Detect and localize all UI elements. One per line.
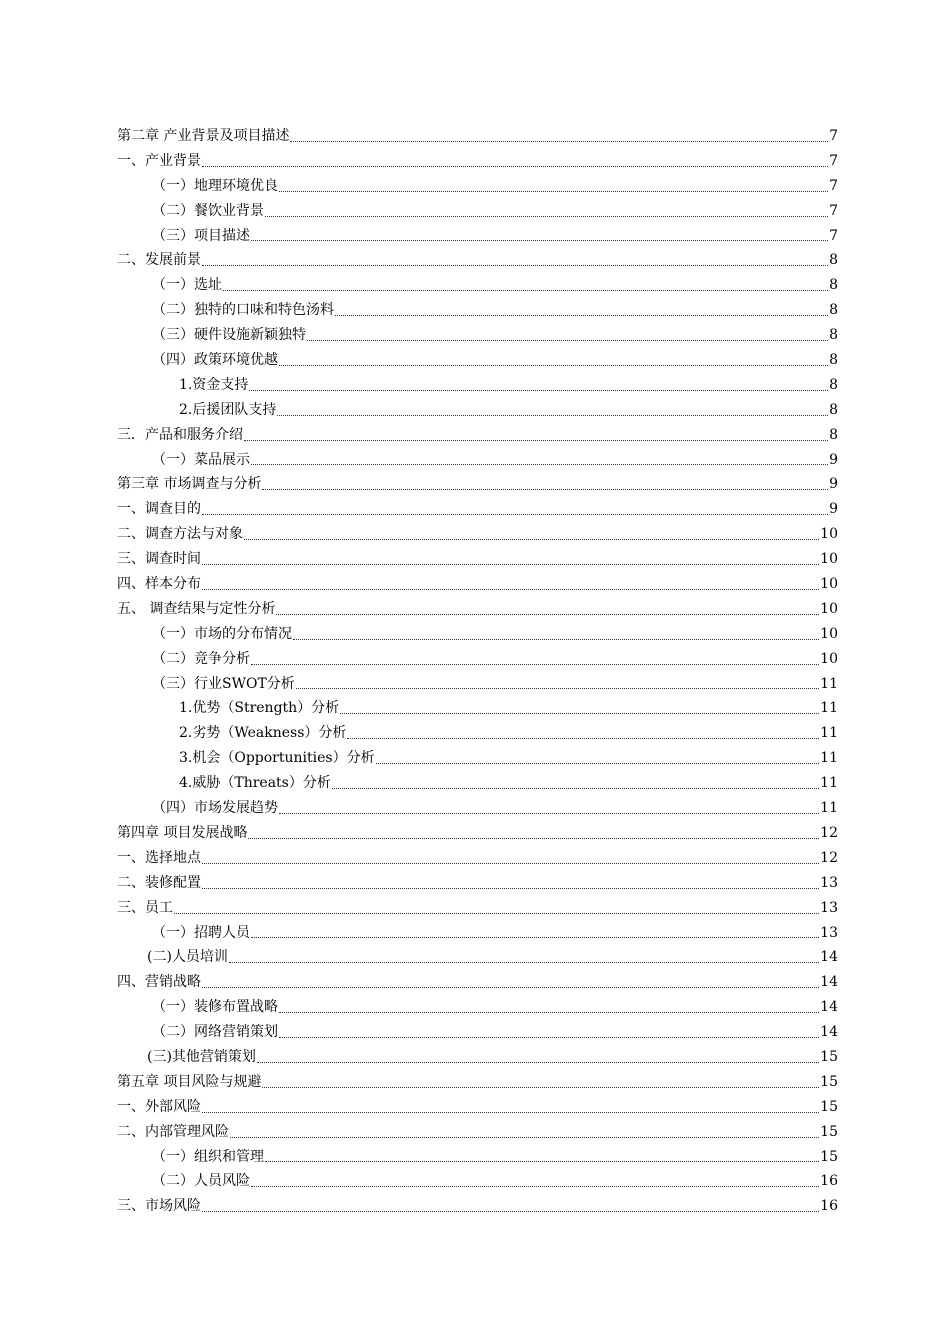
toc-entry[interactable] xyxy=(117,696,838,721)
toc-page-number: 14 xyxy=(820,974,838,991)
toc-page-number: 11 xyxy=(820,800,838,817)
table-of-contents xyxy=(117,124,838,1219)
toc-page-number: 15 xyxy=(820,1098,838,1115)
toc-dot-leader xyxy=(279,190,828,192)
toc-entry[interactable] xyxy=(117,224,838,249)
toc-page-number: 15 xyxy=(820,1048,838,1065)
toc-entry[interactable] xyxy=(117,298,838,323)
toc-entry-title: 三．产品和服务介绍 xyxy=(117,426,243,443)
toc-entry-title: 第三章 市场调查与分析 xyxy=(117,476,262,493)
toc-entry[interactable] xyxy=(117,248,838,273)
toc-entry[interactable] xyxy=(117,1120,838,1145)
toc-dot-leader xyxy=(265,1160,819,1162)
toc-page-number: 16 xyxy=(820,1173,838,1190)
toc-dot-leader xyxy=(376,762,820,764)
toc-page-number: 11 xyxy=(820,775,838,792)
toc-entry[interactable] xyxy=(117,771,838,796)
toc-dot-leader xyxy=(279,1036,819,1038)
toc-entry[interactable] xyxy=(117,448,838,473)
toc-entry[interactable] xyxy=(117,746,838,771)
toc-entry-title: (二)人员培训 xyxy=(147,949,228,966)
toc-entry-title: （一）菜品展示 xyxy=(152,451,250,468)
toc-dot-leader xyxy=(335,314,828,316)
toc-entry-title: （二）餐饮业背景 xyxy=(152,202,264,219)
toc-page-number: 11 xyxy=(820,750,838,767)
toc-page-number: 10 xyxy=(820,551,838,568)
toc-entry[interactable] xyxy=(117,373,838,398)
toc-entry[interactable] xyxy=(117,1070,838,1095)
toc-entry-title: （一）装修布置战略 xyxy=(152,999,278,1016)
toc-entry-title: 第五章 项目风险与规避 xyxy=(117,1073,262,1090)
toc-page-number: 9 xyxy=(829,501,838,518)
toc-page-number: 15 xyxy=(820,1073,838,1090)
toc-entry[interactable] xyxy=(117,1095,838,1120)
toc-entry-title: （二）独特的口味和特色汤料 xyxy=(152,302,334,319)
toc-entry[interactable] xyxy=(117,423,838,448)
toc-entry-title: （三）项目描述 xyxy=(152,227,250,244)
toc-entry-title: 第二章 产业背景及项目描述 xyxy=(117,128,290,144)
toc-entry-title: （一）地理环境优良 xyxy=(152,177,278,194)
toc-entry[interactable] xyxy=(117,1145,838,1170)
toc-dot-leader xyxy=(202,165,828,167)
toc-dot-leader xyxy=(202,862,819,864)
toc-page-number: 10 xyxy=(820,625,838,642)
toc-dot-leader xyxy=(223,289,828,291)
toc-entry-title: 二、装修配置 xyxy=(117,874,201,891)
toc-page-number: 8 xyxy=(829,252,838,269)
toc-entry-title: 四、营销战略 xyxy=(117,974,201,991)
toc-entry[interactable] xyxy=(117,597,838,622)
toc-entry[interactable] xyxy=(117,497,838,522)
toc-dot-leader xyxy=(265,215,828,217)
toc-entry-title: 一、选择地点 xyxy=(117,849,201,866)
toc-entry[interactable] xyxy=(117,1169,838,1194)
toc-entry-title: 三、员工 xyxy=(117,899,173,916)
toc-entry[interactable] xyxy=(117,124,838,149)
toc-entry-title: （一）组织和管理 xyxy=(152,1148,264,1165)
toc-page-number: 12 xyxy=(820,849,838,866)
toc-dot-leader xyxy=(174,912,819,914)
toc-dot-leader xyxy=(279,812,819,814)
toc-entry-title: （三）硬件设施新颖独特 xyxy=(152,327,306,344)
toc-entry[interactable] xyxy=(117,796,838,821)
toc-dot-leader xyxy=(262,488,828,490)
toc-entry[interactable] xyxy=(117,572,838,597)
toc-entry[interactable] xyxy=(117,472,838,497)
toc-page-number: 10 xyxy=(820,576,838,593)
toc-page-number: 15 xyxy=(820,1123,838,1140)
toc-entry[interactable] xyxy=(117,821,838,846)
toc-entry-title: 三、调查时间 xyxy=(117,551,201,568)
toc-entry[interactable] xyxy=(117,149,838,174)
toc-page-number: 14 xyxy=(820,999,838,1016)
toc-page-number: 11 xyxy=(820,700,838,717)
toc-dot-leader xyxy=(251,239,828,241)
toc-dot-leader xyxy=(251,936,819,938)
toc-entry[interactable] xyxy=(117,522,838,547)
toc-page-number: 8 xyxy=(829,426,838,443)
toc-dot-leader xyxy=(202,513,828,515)
toc-entry[interactable] xyxy=(117,273,838,298)
toc-page-number: 8 xyxy=(829,327,838,344)
toc-entry-title: 1.优势（Strength）分析 xyxy=(179,700,340,717)
toc-page-number: 15 xyxy=(820,1148,838,1165)
toc-dot-leader xyxy=(277,414,828,416)
toc-dot-leader xyxy=(251,463,828,465)
toc-entry[interactable] xyxy=(117,672,838,697)
toc-entry[interactable] xyxy=(117,846,838,871)
toc-entry-title: 二、内部管理风险 xyxy=(117,1123,229,1140)
toc-dot-leader xyxy=(307,339,828,341)
toc-page-number: 16 xyxy=(820,1198,838,1215)
toc-entry-title: （四）政策环境优越 xyxy=(152,352,278,369)
toc-dot-leader xyxy=(340,712,819,714)
toc-page-number: 10 xyxy=(820,600,838,617)
toc-entry-title: 二、发展前景 xyxy=(117,252,201,269)
toc-entry[interactable] xyxy=(117,323,838,348)
toc-entry-title: 2.后援团队支持 xyxy=(179,401,277,418)
toc-dot-leader xyxy=(251,1185,819,1187)
toc-dot-leader xyxy=(347,737,819,739)
toc-entry-title: 一、调查目的 xyxy=(117,501,201,518)
toc-entry-title: 1.资金支持 xyxy=(179,376,249,393)
toc-dot-leader xyxy=(202,264,828,266)
toc-dot-leader xyxy=(230,1136,819,1138)
toc-entry[interactable] xyxy=(117,199,838,224)
toc-page-number: 8 xyxy=(829,401,838,418)
toc-entry-title: 3.机会（Opportunities）分析 xyxy=(179,750,375,767)
toc-entry-title: （一）市场的分布情况 xyxy=(152,625,292,642)
toc-dot-leader xyxy=(202,1210,819,1212)
toc-page-number: 7 xyxy=(829,177,838,194)
toc-dot-leader xyxy=(290,140,828,142)
toc-entry[interactable] xyxy=(117,622,838,647)
toc-dot-leader xyxy=(276,613,819,615)
toc-dot-leader xyxy=(262,1086,819,1088)
toc-entry-title: (三)其他营销策划 xyxy=(147,1048,256,1065)
toc-entry-title: （三）行业SWOT分析 xyxy=(152,675,295,692)
toc-entry[interactable] xyxy=(117,1194,838,1219)
toc-page-number: 11 xyxy=(820,725,838,742)
toc-entry-title: 三、市场风险 xyxy=(117,1198,201,1215)
toc-entry-title: （二）竞争分析 xyxy=(152,650,250,667)
toc-page-number: 8 xyxy=(829,277,838,294)
toc-entry[interactable] xyxy=(117,896,838,921)
toc-entry[interactable] xyxy=(117,547,838,572)
toc-page-number: 7 xyxy=(829,128,838,144)
toc-entry-title: 二、调查方法与对象 xyxy=(117,526,243,543)
toc-entry[interactable] xyxy=(117,970,838,995)
toc-dot-leader xyxy=(202,1111,819,1113)
toc-entry[interactable] xyxy=(117,721,838,746)
toc-entry-title: 一、产业背景 xyxy=(117,152,201,169)
toc-entry[interactable] xyxy=(117,647,838,672)
toc-page-number: 9 xyxy=(829,476,838,493)
toc-entry-title: 4.威胁（Threats）分析 xyxy=(179,775,331,792)
toc-entry-title: 2.劣势（Weakness）分析 xyxy=(179,725,347,742)
toc-dot-leader xyxy=(229,961,819,963)
toc-dot-leader xyxy=(279,1011,819,1013)
toc-entry-title: 五、 调查结果与定性分析 xyxy=(117,600,276,617)
toc-entry[interactable] xyxy=(117,1020,838,1045)
toc-entry-title: （一）招聘人员 xyxy=(152,924,250,941)
toc-entry[interactable] xyxy=(117,945,838,970)
toc-dot-leader xyxy=(296,687,819,689)
toc-entry-title: 四、样本分布 xyxy=(117,576,201,593)
toc-dot-leader xyxy=(293,638,819,640)
toc-dot-leader xyxy=(202,986,819,988)
toc-page-number: 8 xyxy=(829,302,838,319)
toc-entry[interactable] xyxy=(117,174,838,199)
toc-entry[interactable] xyxy=(117,871,838,896)
toc-page-number: 14 xyxy=(820,949,838,966)
toc-dot-leader xyxy=(248,837,819,839)
toc-dot-leader xyxy=(251,663,819,665)
toc-entry[interactable] xyxy=(117,1045,838,1070)
toc-dot-leader xyxy=(244,439,828,441)
toc-entry-title: （一）选址 xyxy=(152,277,222,294)
toc-page-number: 14 xyxy=(820,1024,838,1041)
toc-page-number: 10 xyxy=(820,526,838,543)
toc-dot-leader xyxy=(202,588,819,590)
toc-entry[interactable] xyxy=(117,348,838,373)
toc-entry-title: 一、外部风险 xyxy=(117,1098,201,1115)
toc-entry[interactable] xyxy=(117,995,838,1020)
toc-page-number: 9 xyxy=(829,451,838,468)
toc-page-number: 7 xyxy=(829,202,838,219)
toc-page-number: 13 xyxy=(820,924,838,941)
toc-dot-leader xyxy=(202,563,819,565)
toc-dot-leader xyxy=(244,538,819,540)
toc-dot-leader xyxy=(279,364,828,366)
toc-entry-title: （四）市场发展趋势 xyxy=(152,800,278,817)
toc-entry-title: （二）人员风险 xyxy=(152,1173,250,1190)
toc-dot-leader xyxy=(202,887,819,889)
toc-page-number: 12 xyxy=(820,824,838,841)
toc-entry-title: （二）网络营销策划 xyxy=(152,1024,278,1041)
toc-page-number: 13 xyxy=(820,899,838,916)
toc-entry[interactable] xyxy=(117,921,838,946)
toc-dot-leader xyxy=(257,1061,819,1063)
toc-page-number: 13 xyxy=(820,874,838,891)
toc-page-number: 10 xyxy=(820,650,838,667)
toc-page-number: 8 xyxy=(829,376,838,393)
toc-page-number: 7 xyxy=(829,152,838,169)
toc-page-number: 8 xyxy=(829,352,838,369)
toc-entry-title: 第四章 项目发展战略 xyxy=(117,824,248,841)
toc-page-number: 11 xyxy=(820,675,838,692)
toc-entry[interactable] xyxy=(117,398,838,423)
toc-page-number: 7 xyxy=(829,227,838,244)
toc-dot-leader xyxy=(332,787,819,789)
toc-dot-leader xyxy=(249,389,828,391)
